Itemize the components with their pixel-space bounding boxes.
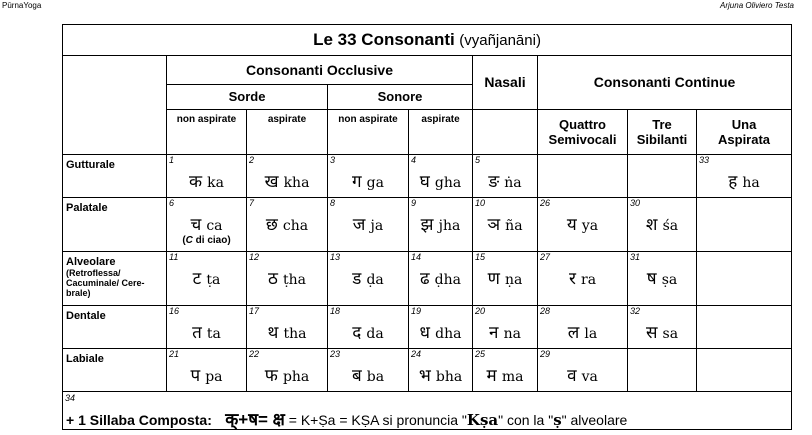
consonant-cell	[538, 155, 628, 197]
consonant-glyphs	[409, 363, 472, 386]
devanagari-letter: व	[567, 366, 577, 387]
subgroup-sonore: Sonore	[328, 84, 473, 109]
consonant-glyphs	[473, 169, 537, 192]
transliteration: ga	[366, 175, 384, 192]
devanagari-letter: ल	[567, 323, 580, 343]
devanagari-letter: र	[568, 269, 576, 290]
table-title	[63, 25, 792, 56]
group-continue: Consonanti Continue	[538, 55, 792, 109]
transliteration: ka	[207, 175, 224, 192]
row-label-text: Alveolare	[66, 256, 116, 269]
consonant-glyphs	[167, 320, 246, 343]
col-semivocali-l2: Semivocali	[548, 131, 617, 147]
devanagari-letter: ङ	[488, 172, 500, 193]
consonant-glyphs	[538, 212, 627, 235]
consonant-number: 21	[169, 349, 180, 360]
devanagari-letter: ट	[192, 269, 202, 290]
consonant-number: 30	[630, 197, 641, 208]
consonant-cell	[328, 197, 409, 252]
note-text: di ciao)	[195, 234, 231, 246]
consonant-glyphs	[409, 169, 472, 192]
consonant-cell	[409, 349, 473, 391]
consonant-cell	[409, 306, 473, 349]
col-sibilanti	[628, 109, 697, 154]
subgroup-sorde: Sorde	[167, 84, 328, 109]
table-row	[63, 349, 792, 391]
consonant-number: 7	[249, 197, 255, 208]
consonant-glyphs	[328, 169, 408, 192]
col-aspirate-2: aspirate	[409, 109, 473, 154]
row-label-text: Gutturale	[66, 159, 115, 172]
devanagari-letter: न	[489, 323, 499, 343]
consonant-cell	[628, 252, 697, 306]
consonant-number: 22	[249, 349, 260, 360]
devanagari-letter: ज	[352, 214, 366, 235]
consonant-cell	[328, 155, 409, 197]
devanagari-letter: ञ	[487, 214, 501, 235]
consonant-cell	[167, 252, 247, 306]
consonant-number: 1	[169, 155, 175, 166]
consonant-cell	[473, 306, 538, 349]
devanagari-letter: छ	[265, 214, 278, 235]
transliteration: ja	[370, 217, 384, 234]
consonant-cell	[473, 197, 538, 252]
devanagari-letter: स	[645, 323, 658, 343]
col-semivocali	[538, 109, 628, 154]
devanagari-letter: फ	[264, 366, 278, 387]
devanagari-letter: ण	[487, 269, 500, 290]
devanagari-letter: श	[645, 214, 658, 235]
transliteration: ma	[501, 369, 524, 386]
consonant-cell	[538, 306, 628, 349]
consonant-number: 14	[411, 252, 422, 263]
consonant-glyphs	[473, 212, 537, 235]
consonant-number: 11	[169, 252, 179, 263]
consonant-number: 9	[411, 197, 417, 208]
consonant-glyphs	[328, 363, 408, 386]
consonant-cell	[167, 155, 247, 197]
consonant-glyphs	[538, 266, 627, 289]
corner-empty	[63, 55, 167, 154]
footer-num: 34	[65, 392, 76, 403]
table-row	[63, 306, 792, 349]
transliteration: ba	[366, 369, 385, 386]
consonant-cell	[473, 252, 538, 306]
devanagari-letter: ठ	[268, 269, 278, 290]
consonant-cell	[538, 252, 628, 306]
consonant-number: 10	[475, 197, 486, 208]
consonant-cell	[167, 349, 247, 391]
table-row	[63, 197, 792, 252]
consonant-glyphs	[628, 212, 696, 235]
footer-bold-s: ṣ	[553, 410, 562, 429]
consonant-cell	[697, 252, 792, 306]
transliteration: ca	[206, 217, 223, 234]
header-right: Arjuna Oliviero Testa	[720, 1, 794, 10]
consonant-cell	[697, 349, 792, 391]
table-row	[63, 252, 792, 306]
consonant-glyphs	[538, 320, 627, 343]
consonant-glyphs	[247, 266, 327, 289]
transliteration: tha	[283, 326, 307, 342]
transliteration: ḍa	[366, 272, 384, 289]
consonant-number: 33	[699, 155, 710, 166]
col-nasali-empty	[473, 109, 538, 154]
transliteration: ha	[742, 175, 760, 192]
consonant-cell	[328, 306, 409, 349]
transliteration: na	[503, 326, 521, 342]
consonant-glyphs	[628, 266, 696, 289]
transliteration: ya	[581, 217, 599, 234]
footer-lead: + 1 Sillaba Composta:	[66, 411, 212, 428]
transliteration: sa	[662, 326, 679, 342]
consonant-number: 12	[249, 252, 260, 263]
devanagari-letter: थ	[267, 323, 279, 343]
col-non-aspirate-2: non aspirate	[328, 109, 409, 154]
devanagari-letter: य	[566, 214, 577, 235]
consonant-glyphs	[247, 320, 327, 343]
consonant-glyphs	[473, 266, 537, 289]
consonant-glyphs	[247, 363, 327, 386]
devanagari-letter: ख	[264, 172, 279, 193]
col-aspirata-l1: Una	[731, 116, 757, 132]
devanagari-letter: ब	[351, 366, 362, 387]
consonant-cell	[167, 197, 247, 252]
consonant-cell	[247, 155, 328, 197]
transliteration: ṅa	[504, 175, 522, 192]
consonant-glyphs	[628, 320, 696, 343]
consonant-glyphs	[167, 169, 246, 192]
consonant-number: 17	[249, 306, 260, 316]
row-label-text: Palatale	[66, 201, 108, 214]
consonant-number: 29	[540, 349, 551, 360]
transliteration: pha	[282, 369, 310, 386]
consonant-cell	[473, 349, 538, 391]
consonant-number: 26	[540, 197, 551, 208]
consonant-cell	[628, 155, 697, 197]
devanagari-letter: ड	[352, 269, 362, 290]
consonant-number: 28	[540, 306, 551, 316]
row-label-text: Dentale	[66, 310, 106, 322]
consonant-number: 2	[249, 155, 255, 166]
col-aspirate-1: aspirate	[247, 109, 328, 154]
note-letter: C	[185, 234, 193, 246]
consonant-glyphs	[328, 320, 408, 343]
consonant-glyphs	[473, 363, 537, 386]
consonant-rows	[63, 155, 792, 392]
consonant-cell	[328, 349, 409, 391]
transliteration: jha	[438, 217, 461, 234]
devanagari-letter: ढ	[420, 269, 430, 290]
consonant-glyphs	[247, 169, 327, 192]
devanagari-letter: ध	[419, 323, 431, 343]
transliteration: kha	[283, 175, 310, 192]
consonant-glyphs	[167, 363, 246, 386]
note-open: (	[182, 234, 186, 246]
consonant-cell	[409, 252, 473, 306]
transliteration: bha	[435, 369, 463, 386]
consonant-glyphs	[167, 212, 246, 235]
group-occlusive: Consonanti Occlusive	[167, 55, 473, 84]
devanagari-letter: त	[192, 323, 202, 343]
row-label	[63, 197, 167, 252]
footer-eq: = K+Ṣa = KṢA si pronuncia "	[284, 411, 467, 428]
transliteration: gha	[434, 175, 462, 192]
transliteration: ra	[581, 272, 597, 289]
footer-line	[66, 407, 627, 430]
transliteration: śa	[662, 217, 679, 234]
consonant-cell	[409, 155, 473, 197]
consonant-number: 32	[630, 306, 641, 316]
consonant-number: 16	[169, 306, 180, 316]
title-main: Le 33 Consonanti	[313, 29, 455, 49]
transliteration: la	[584, 326, 598, 342]
col-semivocali-l1: Quattro	[559, 116, 606, 132]
devanagari-letter: म	[486, 366, 497, 387]
consonant-cell	[247, 349, 328, 391]
consonant-glyphs	[409, 212, 472, 235]
consonant-cell	[409, 197, 473, 252]
devanagari-letter: ष	[646, 269, 657, 290]
header-left: PūrnaYoga	[2, 1, 42, 10]
row-label	[63, 306, 167, 349]
consonant-cell	[328, 252, 409, 306]
consonant-cell	[247, 197, 328, 252]
consonant-cell	[473, 155, 538, 197]
row-label	[63, 155, 167, 197]
consonant-number: 6	[169, 197, 175, 208]
footer-end: " alveolare	[561, 411, 628, 428]
consonant-glyphs	[167, 266, 246, 289]
consonant-number: 5	[475, 155, 481, 166]
transliteration: va	[581, 369, 598, 386]
consonant-cell	[538, 197, 628, 252]
devanagari-letter: क	[189, 172, 203, 193]
transliteration: ṇa	[505, 272, 523, 289]
consonant-cell	[247, 252, 328, 306]
transliteration: da	[366, 326, 384, 342]
devanagari-letter: प	[190, 366, 201, 387]
col-sibilanti-l2: Sibilanti	[636, 131, 688, 147]
transliteration: pa	[205, 369, 223, 386]
consonant-number: 4	[411, 155, 417, 166]
row-label	[63, 252, 167, 306]
consonant-cell	[628, 349, 697, 391]
col-aspirata-l2: Aspirata	[718, 131, 771, 147]
consonant-number: 23	[330, 349, 341, 360]
devanagari-letter: झ	[420, 214, 434, 235]
footer-devanagari: क्+ष= क्ष	[225, 409, 285, 429]
transliteration: ṭa	[206, 272, 221, 289]
consonant-cell	[247, 306, 328, 349]
col-non-aspirate-1: non aspirate	[167, 109, 247, 154]
consonant-cell	[538, 349, 628, 391]
consonants-table	[62, 24, 792, 430]
footer-compound	[63, 391, 792, 429]
devanagari-letter: ह	[728, 172, 738, 193]
consonant-cell	[628, 306, 697, 349]
consonant-glyphs	[409, 320, 472, 343]
consonant-number: 25	[475, 349, 486, 360]
devanagari-letter: द	[352, 323, 362, 343]
transliteration: ta	[206, 326, 221, 342]
consonant-number: 18	[330, 306, 341, 316]
col-aspirata	[697, 109, 792, 154]
devanagari-letter: भ	[418, 366, 431, 387]
consonant-number: 8	[330, 197, 336, 208]
col-sibilanti-l1: Tre	[652, 116, 672, 132]
row-label-extra: (Retroflessa/ Cacuminale/ Cere-brale)	[66, 268, 145, 299]
footer-bold-ksa: Kṣa	[466, 410, 499, 429]
pronunciation-note	[167, 235, 246, 246]
consonant-cell	[697, 155, 792, 197]
consonant-number: 19	[411, 306, 422, 316]
consonant-number: 20	[475, 306, 486, 316]
transliteration: dha	[435, 326, 462, 342]
transliteration: cha	[282, 217, 309, 234]
devanagari-letter: घ	[419, 172, 430, 193]
consonant-glyphs	[409, 266, 472, 289]
consonant-cell	[167, 306, 247, 349]
consonant-glyphs	[538, 363, 627, 386]
consonant-cell	[697, 197, 792, 252]
transliteration: ṭha	[282, 272, 306, 289]
footer-mid: " con la "	[498, 411, 554, 428]
consonant-cell	[697, 306, 792, 349]
consonant-glyphs	[328, 266, 408, 289]
consonant-glyphs	[328, 212, 408, 235]
consonant-number: 31	[630, 252, 641, 263]
row-label	[63, 349, 167, 391]
consonant-number: 13	[330, 252, 341, 263]
devanagari-letter: ग	[352, 172, 362, 193]
table-row	[63, 155, 792, 197]
consonant-number: 3	[330, 155, 336, 166]
row-label-text: Labiale	[66, 353, 104, 366]
transliteration: ña	[505, 217, 523, 234]
group-nasali: Nasali	[473, 55, 538, 109]
consonant-glyphs	[473, 320, 537, 343]
consonant-number: 27	[540, 252, 551, 263]
consonant-number: 15	[475, 252, 486, 263]
title-suffix: (vyañjanāni)	[459, 31, 541, 49]
devanagari-letter: च	[190, 214, 202, 235]
consonant-number: 24	[411, 349, 422, 360]
consonant-glyphs	[697, 169, 791, 192]
consonant-cell	[628, 197, 697, 252]
consonant-glyphs	[247, 212, 327, 235]
transliteration: ḍha	[434, 272, 461, 289]
transliteration: ṣa	[661, 272, 678, 289]
